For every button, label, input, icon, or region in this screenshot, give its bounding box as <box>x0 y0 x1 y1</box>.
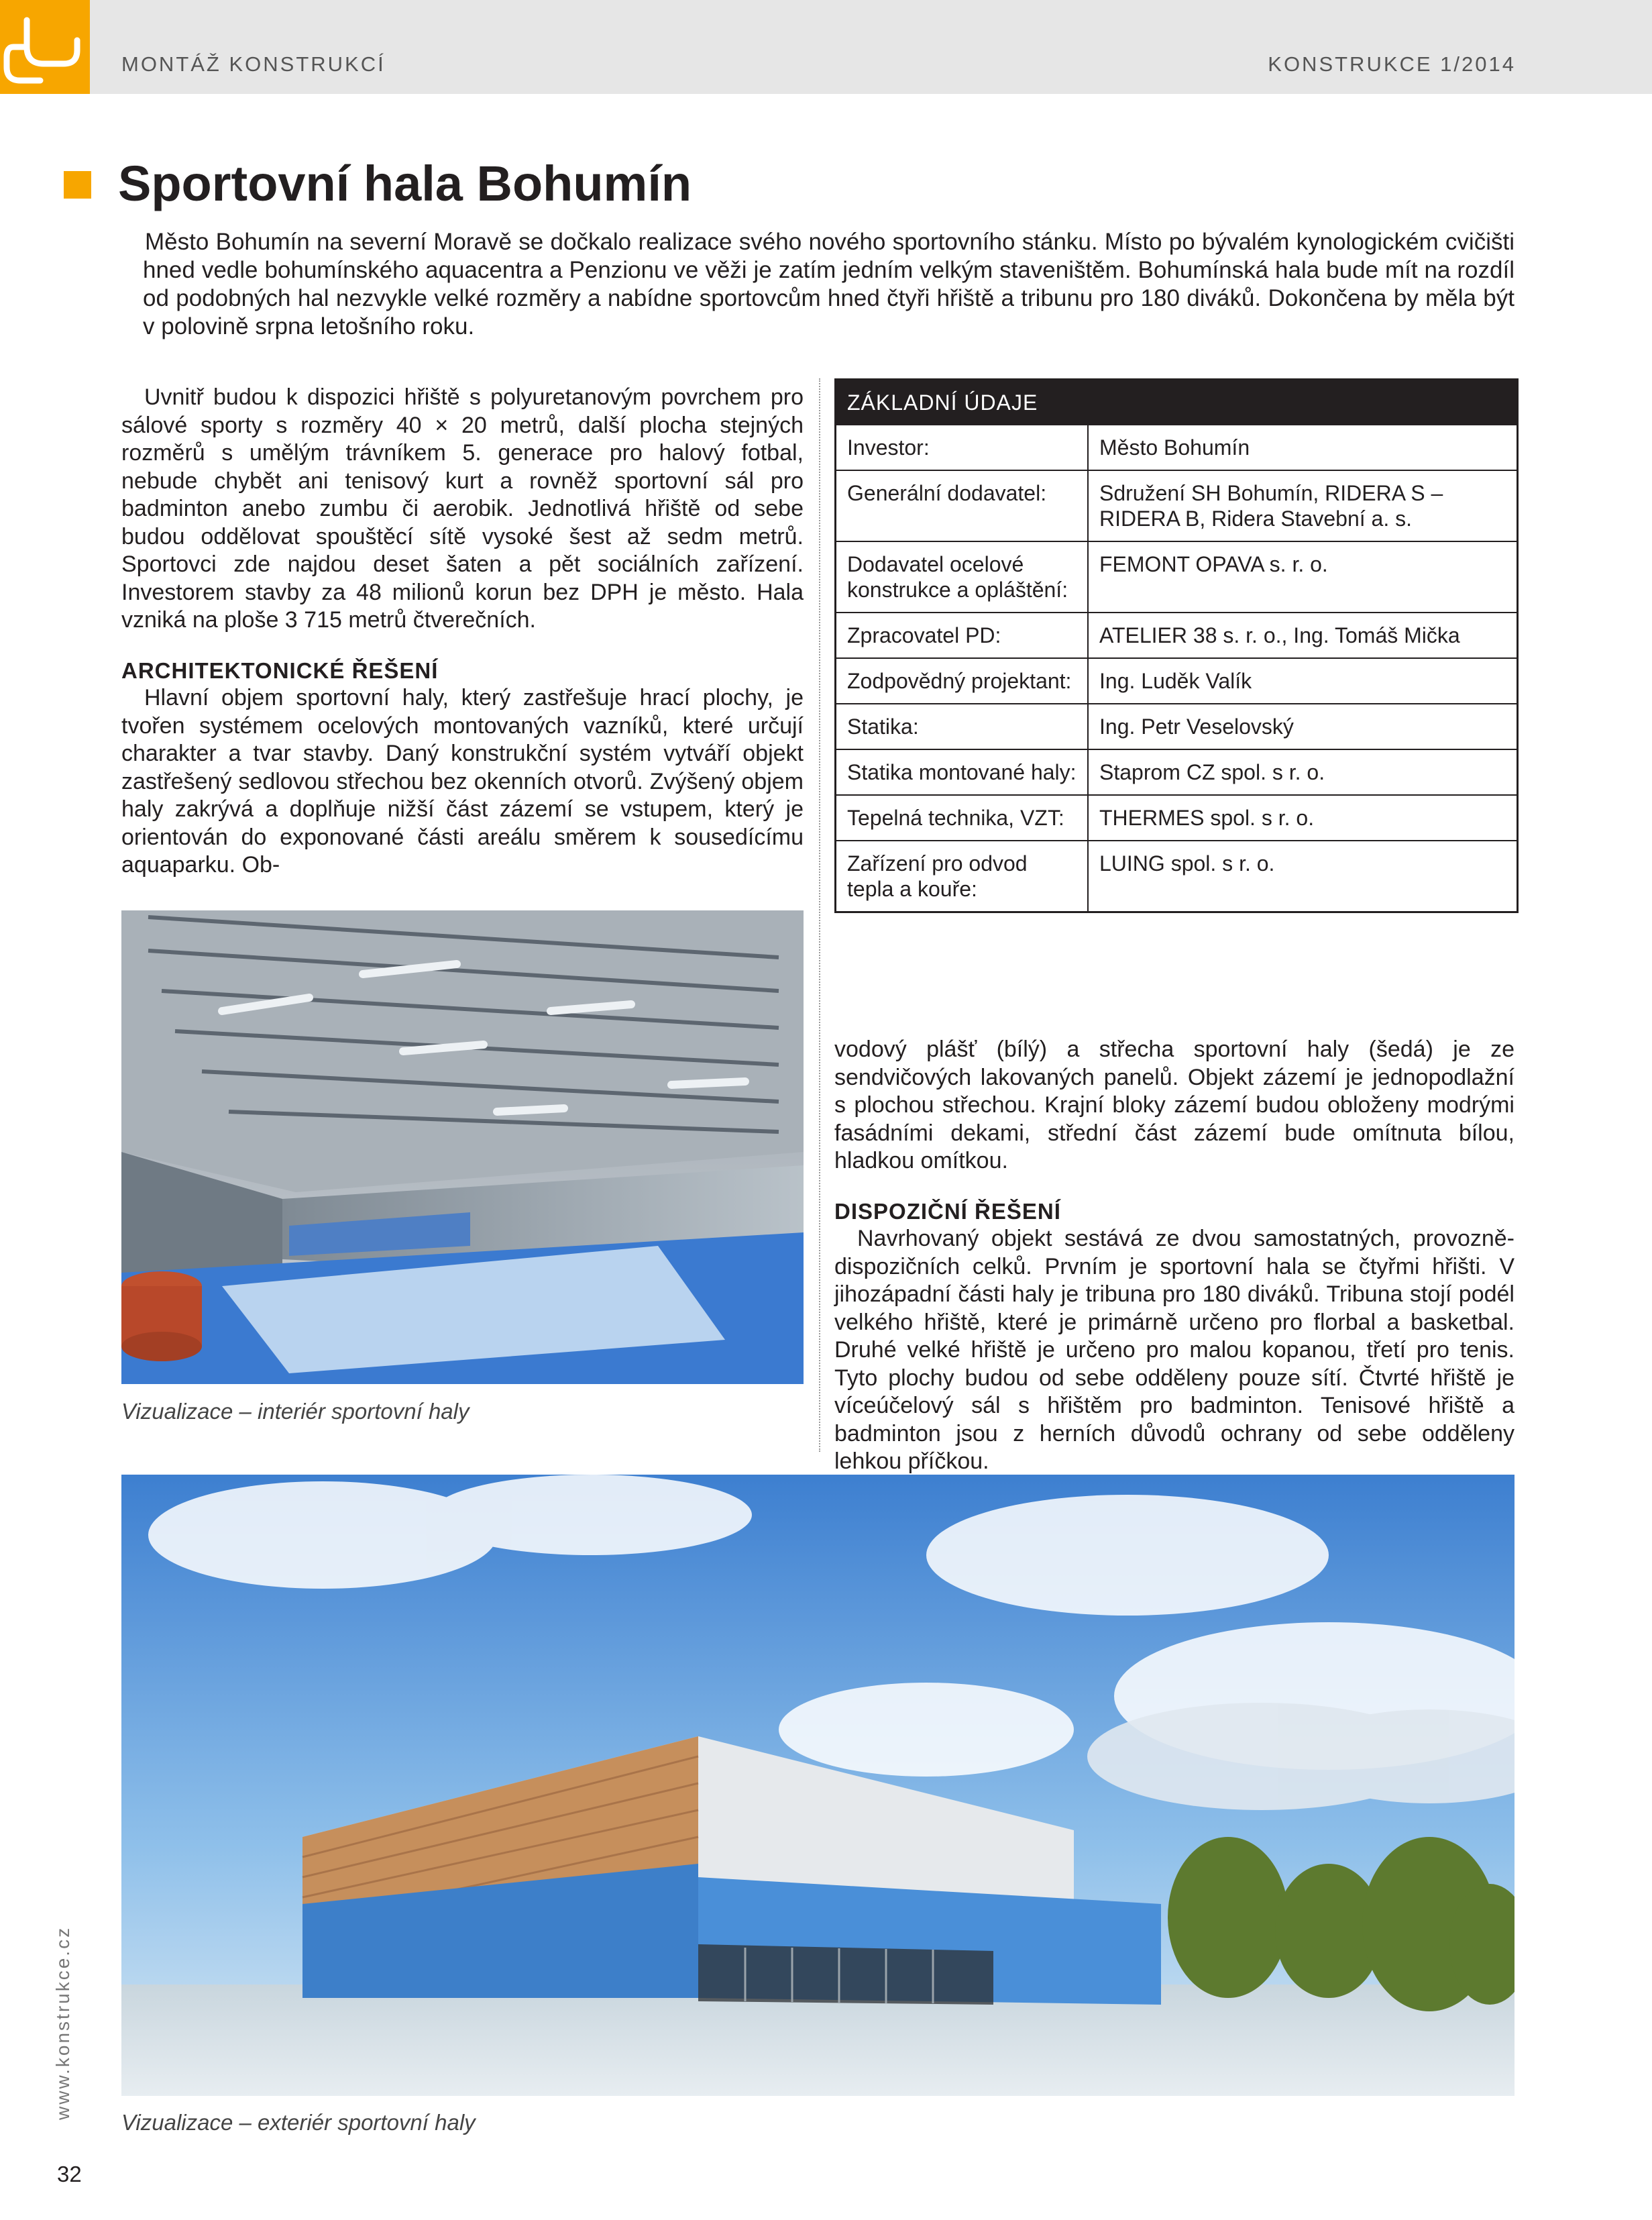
facts-value: LUING spol. s r. o. <box>1088 841 1517 911</box>
facts-box <box>834 378 1519 913</box>
facts-value: Město Bohumín <box>1099 435 1250 460</box>
facts-value: THERMES spol. s r. o. <box>1088 795 1517 841</box>
exterior-caption: Vizualizace – exteriér sportovní haly <box>121 2110 476 2135</box>
left-column <box>121 384 804 880</box>
facts-key: Zodpovědný projektant: <box>836 658 1088 704</box>
facts-row <box>836 658 1517 704</box>
facts-key: Generální dodavatel: <box>836 470 1088 541</box>
disposition-paragraph: Navrhovaný objekt sestává ze dvou samostatných, provozně-dispozičních celků. Prvním je sportovní hala se čtyřmi hřišti. V jihozápadní části haly je tribuna pro 180 diváků. Tribuna stojí podél velkého hřiště, které je primárně určeno pro florbal a basketbal. Druhé velké hřiště je určeno pro malou kopanou, třetí pro tenis. Tyto plochy budou od sebe odděleny pouze sítí. Čtvrté hřiště je víceúčelový sál s hřištěm pro badminton. Tenisové hřiště a badminton jsou z herních důvodů ochrany od sebe odděleny lehkou příčkou. <box>834 1226 1515 1474</box>
facts-key: Statika montované haly: <box>836 749 1088 795</box>
magazine-logo[interactable] <box>0 0 90 94</box>
facts-value: Ing. Luděk Valík <box>1088 658 1517 704</box>
section-label: MONTÁŽ KONSTRUKCÍ <box>121 52 386 76</box>
disposition-heading: DISPOZIČNÍ ŘEŠENÍ <box>834 1198 1061 1224</box>
issue-label: KONSTRUKCE 1/2014 <box>1268 52 1516 76</box>
facts-value: ATELIER 38 s. r. o., Ing. Tomáš Mička <box>1088 613 1517 658</box>
column-divider <box>819 378 820 1452</box>
interior-caption: Vizualizace – interiér sportovní haly <box>121 1399 470 1424</box>
facts-row <box>836 841 1517 911</box>
facts-key: Investor: <box>836 425 1088 470</box>
exterior-visualization-image <box>121 1475 1515 2096</box>
facts-row <box>836 704 1517 749</box>
facts-value: Staprom CZ spol. s r. o. <box>1088 749 1517 795</box>
facts-value: Ing. Petr Veselovský <box>1088 704 1517 749</box>
interior-visualization-image <box>121 910 804 1384</box>
facts-row <box>836 425 1517 470</box>
facts-key: Zařízení pro odvod tepla a kouře: <box>836 841 1088 911</box>
hook-logo-icon <box>0 0 90 94</box>
right-column <box>834 1036 1515 1476</box>
architecture-continued: vodový plášť (bílý) a střecha sportovní haly (šedá) je ze sendvičových lakovaných panelů. Objekt zázemí je jednopodlažní s plochou střechou. Krajní bloky zázemí budou obloženy modrými fasádními dekami, střední část zázemí bude omítnuta bílou, hladkou omítkou. <box>834 1037 1515 1173</box>
facts-key: Dodavatel ocelové konstrukce a opláštění: <box>836 541 1088 613</box>
facts-row <box>836 470 1517 541</box>
facts-row <box>836 749 1517 795</box>
website-url[interactable]: www.konstrukce.cz <box>52 1925 73 2120</box>
facts-key: Tepelná technika, VZT: <box>836 795 1088 841</box>
article-lead: Město Bohumín na severní Moravě se dočkalo realizace svého nového sportovního stánku. Místo po bývalém kynologickém cvičišti hned vedle bohumínského aquacentra a Penzionu ve věži je zatím jedním velkým staveništěm. Bohumínská hala bude mít na rozdíl od podobných hal nezvykle velké rozměry a nabídne sportovcům hned čtyři hřiště a tribunu pro 180 diváků. Dokončena by měla být v polovině srpna letošního roku. <box>143 229 1515 339</box>
facts-value: Sdružení SH Bohumín, RIDERA S – RIDERA B, Ridera Stavební a. s. <box>1088 470 1517 541</box>
intro-paragraph: Uvnitř budou k dispozici hřiště s polyuretanovým povrchem pro sálové sporty s rozměry 40 × 20 metrů, další plocha stejných rozměrů s umělým trávníkem 5. generace pro halový fotbal, nebude chybět ani tenisový kurt a rovněž sportovní sál pro badminton anebo zumbu či aerobik. Jednotlivá hřiště od sebe budou oddělovat spouštěcí sítě vysoké šest až sedm metrů. Sportovci zde najdou deset šaten a pět sociálních zařízení. Investorem stavby za 48 milionů korun bez DPH je město. Hala vzniká na ploše 3 715 metrů čtverečních. <box>121 384 804 633</box>
facts-value: FEMONT OPAVA s. r. o. <box>1088 541 1517 613</box>
facts-heading: ZÁKLADNÍ ÚDAJE <box>836 380 1517 425</box>
facts-key: Zpracovatel PD: <box>836 613 1088 658</box>
page-number: 32 <box>57 2162 82 2186</box>
facts-row <box>836 795 1517 841</box>
facts-table <box>836 425 1517 911</box>
article-title: Sportovní hala Bohumín <box>118 156 692 211</box>
facts-key: Statika: <box>836 704 1088 749</box>
header-bar <box>0 0 1652 94</box>
facts-row <box>836 541 1517 613</box>
facts-row <box>836 613 1517 658</box>
architecture-paragraph: Hlavní objem sportovní haly, který zastřešuje hrací plochy, je tvořen systémem ocelových montovaných vazníků, které určují charakter a tvar stavby. Daný konstrukční systém vytváří objekt zastřešený sedlovou střechou bez okenních otvorů. Zvýšený objem haly zakrývá a doplňuje nižší část zázemí se vstupem, který je orientován do exponované části areálu směrem k sousedícímu aquaparku. Ob- <box>121 685 804 878</box>
architecture-heading: ARCHITEKTONICKÉ ŘEŠENÍ <box>121 657 439 683</box>
title-marker <box>64 171 91 199</box>
